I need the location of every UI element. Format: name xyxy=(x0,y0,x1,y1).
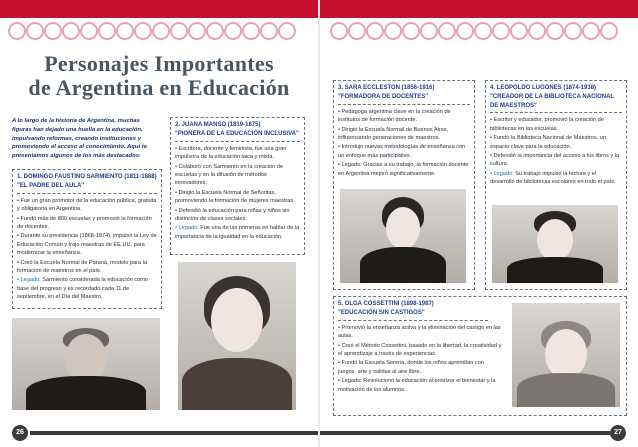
legado-text: Revolucionó la educación al priorizar el bienestar y la motivación de los alumnos. xyxy=(338,378,496,393)
page-number-right: 27 xyxy=(610,425,626,441)
legado-bullet xyxy=(175,224,300,240)
card-eccleston-heading xyxy=(334,81,474,104)
card-sarmiento xyxy=(12,169,162,309)
card-sarmiento-body xyxy=(13,194,161,306)
page-number-left: 26 xyxy=(12,425,28,441)
bullet: • Defendió la educación para niñas y niños sin distinción de clases sociales. xyxy=(175,207,290,222)
bottom-band-left xyxy=(30,431,318,435)
bullet: • Durante su presidencia (1868-1874), impulsó la Ley de Educación Común y trajo maestras de EE.UU. para modernizar la enseñanza. xyxy=(17,233,157,256)
decor-circle xyxy=(260,22,278,40)
bullet: • Fundó la Biblioteca Nacional de Maestros, un espacio clave para la educación. xyxy=(490,135,607,150)
card-manso-body xyxy=(171,142,304,246)
decor-circle xyxy=(62,22,80,40)
bullet: • Fundó más de 800 escuelas y promovió la formación de docentes. xyxy=(17,215,152,230)
card-eccleston xyxy=(333,80,475,290)
card-manso-heading xyxy=(171,118,304,141)
card-cossettini xyxy=(333,296,627,416)
legado-text: Fue una de las primeras en hablar de la importancia de la igualdad en la educación. xyxy=(175,225,300,240)
decor-circle xyxy=(384,22,402,40)
card-cossettini-nickname: "EDUCACIÓN SIN CASTIGOS" xyxy=(338,309,425,316)
card-eccleston-body xyxy=(334,105,474,183)
intro-text: A lo largo de la historia de Argentina, muchas figuras han dejado una huella en la educación, impulsando reformas, creando instituciones y promoviendo el acceso al conocimiento. Aquí te presentamos algunos de los más destacados: xyxy=(12,118,147,160)
card-lugones xyxy=(485,80,627,290)
decor-circle xyxy=(224,22,242,40)
bullet: • Pedagoga argentina clave en la creación de institutos de formación docente. xyxy=(338,108,451,123)
decor-circle xyxy=(278,22,296,40)
title-line-1: Personajes Importantes xyxy=(44,51,274,76)
decor-circle xyxy=(492,22,510,40)
card-lugones-heading xyxy=(486,81,626,112)
decor-circle xyxy=(348,22,366,40)
card-manso xyxy=(170,117,305,255)
legado-bullet xyxy=(17,276,157,301)
legado-text: Sarmiento considerada la educación como base del progreso y es recordado cada 11 de septiembre, en el Día del Maestro. xyxy=(17,277,149,300)
legado-label: • Legado: xyxy=(490,171,514,178)
legado-text: Su trabajo impulsó la lectura y el desarrollo de bibliotecas escolares en todo el país. xyxy=(490,171,616,186)
legado-label: • Legado: xyxy=(338,162,362,169)
decor-circle xyxy=(528,22,546,40)
decor-circle xyxy=(420,22,438,40)
decor-circle xyxy=(366,22,384,40)
bullet: • Fundó la Escuela Serena, donde los niños aprendían con juegos, arte y salidas al aire libre. xyxy=(338,360,484,375)
decor-circle xyxy=(546,22,564,40)
decor-circle xyxy=(242,22,260,40)
decor-circle xyxy=(402,22,420,40)
decor-circle xyxy=(456,22,474,40)
decor-circle xyxy=(564,22,582,40)
bottom-band-right xyxy=(320,431,610,435)
legado-bullet xyxy=(338,161,470,177)
card-manso-name: 2. JUANA MANSO (1819-1875) xyxy=(175,122,261,128)
legado-label: • Legado: xyxy=(175,225,199,232)
decor-circle xyxy=(80,22,98,40)
decor-circle xyxy=(582,22,600,40)
decor-circle xyxy=(8,22,26,40)
legado-bullet xyxy=(490,170,622,186)
top-decoration-right xyxy=(330,18,630,44)
bullet: • Defendió la importancia del acceso a los libros y la cultura. xyxy=(490,153,620,168)
bullet: • Promovió la enseñanza activa y la eliminación del castigo en las aulas. xyxy=(338,324,501,339)
top-decoration-left xyxy=(8,18,308,44)
card-eccleston-nickname: "FORMADORA DE DOCENTES" xyxy=(338,93,429,100)
bullet: • Creó el Método Cossettini, basado en la libertad, la creatividad y el aprendizaje a través de experiencias. xyxy=(338,342,502,357)
portrait-lugones xyxy=(492,205,618,283)
bullet: • Escritor y educador, promovió la creación de bibliotecas en las escuelas. xyxy=(490,117,604,132)
legado-label: • Legado: xyxy=(17,277,41,284)
legado-bullet xyxy=(338,377,502,393)
decor-circle xyxy=(98,22,116,40)
card-sarmiento-heading xyxy=(13,170,161,193)
card-sarmiento-nickname: "EL PADRE DEL AULA" xyxy=(17,182,85,189)
portrait-sarmiento xyxy=(12,318,160,410)
card-cossettini-name: 5. OLGA COSSETTINI (1898-1987) xyxy=(338,301,434,307)
card-cossettini-heading xyxy=(334,297,494,320)
bullet: • Fue un gran promotor de la educación pública, gratuita y obligatoria en Argentina. xyxy=(17,197,157,212)
card-cossettini-body xyxy=(334,321,506,399)
card-lugones-nickname: "CREADOR DE LA BIBLIOTECA NACIONAL DE MAESTROS" xyxy=(490,93,614,109)
decor-circle xyxy=(510,22,528,40)
card-lugones-name: 4. LEOPOLDO LUGONES (1874-1938) xyxy=(490,85,597,91)
decor-circle xyxy=(170,22,188,40)
decor-circle xyxy=(44,22,62,40)
decor-circle xyxy=(600,22,618,40)
page-title xyxy=(0,52,318,100)
decor-circle xyxy=(152,22,170,40)
decor-circle xyxy=(438,22,456,40)
bullet: • Dirigió la Escuela Normal de Buenos Aires, influenciando generaciones de maestros. xyxy=(338,126,449,141)
decor-circle xyxy=(474,22,492,40)
decor-circle xyxy=(188,22,206,40)
bullet: • Creó la Escuela Normal de Paraná, modelo para la formación de maestros en el país. xyxy=(17,259,148,274)
bullet: • Dirigió la Escuela Normal de Señoritas, promoviendo la formación de mujeres maestras. xyxy=(175,189,295,204)
decor-circle xyxy=(134,22,152,40)
portrait-cossettini xyxy=(512,303,620,407)
card-eccleston-name: 3. SARA ECCLESTON (1856-1916) xyxy=(338,85,435,91)
legado-label: • Legado: xyxy=(338,378,362,385)
legado-text: Gracias a su trabajo, la formación docente en Argentina mejoró significativamente. xyxy=(338,162,469,177)
card-lugones-body xyxy=(486,113,626,191)
decor-circle xyxy=(116,22,134,40)
decor-circle xyxy=(26,22,44,40)
decor-circle xyxy=(206,22,224,40)
bullet: • Escritora, docente y feminista, fue una gran impulsora de la educación laica y mixta. xyxy=(175,145,287,160)
bullet: • Colaboró con Sarmiento en la creación de escuelas y en la difusión de métodos innovadores. xyxy=(175,163,283,186)
title-line-2: de Argentina en Educación xyxy=(28,75,290,100)
portrait-eccleston xyxy=(340,189,466,283)
portrait-manso xyxy=(178,262,296,410)
card-sarmiento-name: 1. DOMINGO FAUSTINO SARMIENTO (1811-1888) xyxy=(17,174,157,180)
decor-circle xyxy=(330,22,348,40)
page-spine xyxy=(318,0,320,447)
card-manso-nickname: "PIONERA DE LA EDUCACIÓN INCLUSIVA" xyxy=(175,130,299,137)
bullet: • Introdujo nuevas metodologías de enseñanza con un enfoque más participativo. xyxy=(338,144,466,159)
